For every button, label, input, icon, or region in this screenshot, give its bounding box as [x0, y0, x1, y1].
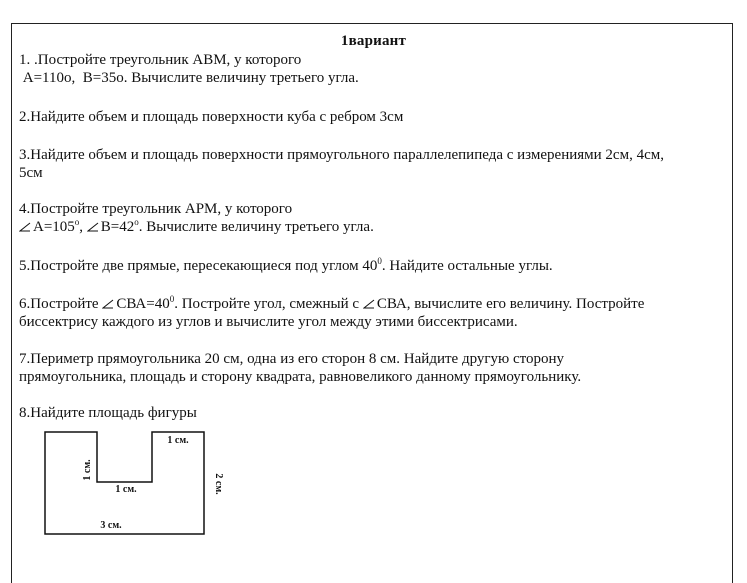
task-4-degree-b: о [134, 217, 139, 227]
label-right-side: 2 см. [213, 473, 224, 495]
task-7 [19, 350, 725, 386]
u-shape-figure [44, 430, 244, 540]
task-6-p3: . Постройте угол, смежный с [174, 296, 363, 312]
task-5 [19, 257, 725, 275]
task-3-line-2: 5см [19, 165, 43, 181]
task-1 [19, 51, 725, 87]
figure-outline [45, 432, 204, 534]
task-4-angle-a: А=105 [33, 219, 75, 235]
label-left-notch-height: 1 см. [82, 459, 93, 481]
task-6-line-2: биссектрису каждого из углов и вычислите угол между этими биссектрисами. [19, 314, 518, 330]
angle-icon [19, 222, 31, 232]
task-4-line-2: $А=105^о$, $В=42^о$. Вычислите величину третьего угла. [19, 218, 725, 236]
task-1-line-1: 1. .Постройте треугольник АВМ, у которого [19, 52, 302, 68]
angle-icon [363, 299, 375, 309]
task-6-p1: 6.Постройте [19, 296, 103, 312]
variant-title: 1вариант [340, 33, 407, 49]
angle-icon [87, 222, 99, 232]
task-4-rest: . Вычислите величину третьего угла. [138, 219, 374, 235]
task-6 [19, 295, 725, 331]
task-7-line-2: прямоугольника, площадь и сторону квадрата, равновеликого данному прямоугольнику. [19, 369, 582, 385]
task-5-after: . Найдите остальные углы. [381, 258, 553, 274]
task-6-degree: 0 [169, 294, 175, 304]
task-4-line-1: 4.Постройте треугольник АРМ, у которого [19, 201, 293, 217]
task-7-line-1: 7.Периметр прямоугольника 20 см, одна из его сторон 8 см. Найдите другую сторону [19, 351, 565, 367]
task-1-line-2: А=110о, В=35о. Вычислите величину третьего угла. [19, 70, 359, 86]
task-6-p4: СВА, вычислите его величину. Постройте [376, 296, 645, 312]
task-5-line [19, 257, 725, 275]
task-5-before: 5.Постройте две прямые, пересекающиеся под углом 40 [19, 258, 378, 274]
label-notch-bottom: 1 см. [115, 484, 137, 495]
task-5-degree: 0 [377, 256, 382, 266]
task-3 [19, 146, 725, 182]
task-4-angle-b: В=42 [100, 219, 135, 235]
task-3-line-1: 3.Найдите объем и площадь поверхности прямоугольного параллелепипеда с измерениями 2см, 4см, [19, 147, 664, 163]
task-2-text: 2.Найдите объем и площадь поверхности куба с ребром 3см [19, 109, 404, 125]
label-bottom: 3 см. [100, 520, 122, 531]
angle-icon [102, 299, 114, 309]
task-6-p2: СВА=40 [116, 296, 170, 312]
task-8-text: 8.Найдите площадь фигуры [19, 405, 197, 421]
task-2 [19, 108, 725, 126]
task-4 [19, 200, 725, 236]
label-top-right: 1 см. [167, 435, 189, 446]
task-8 [19, 404, 725, 422]
task-4-degree-a: о [74, 217, 80, 227]
